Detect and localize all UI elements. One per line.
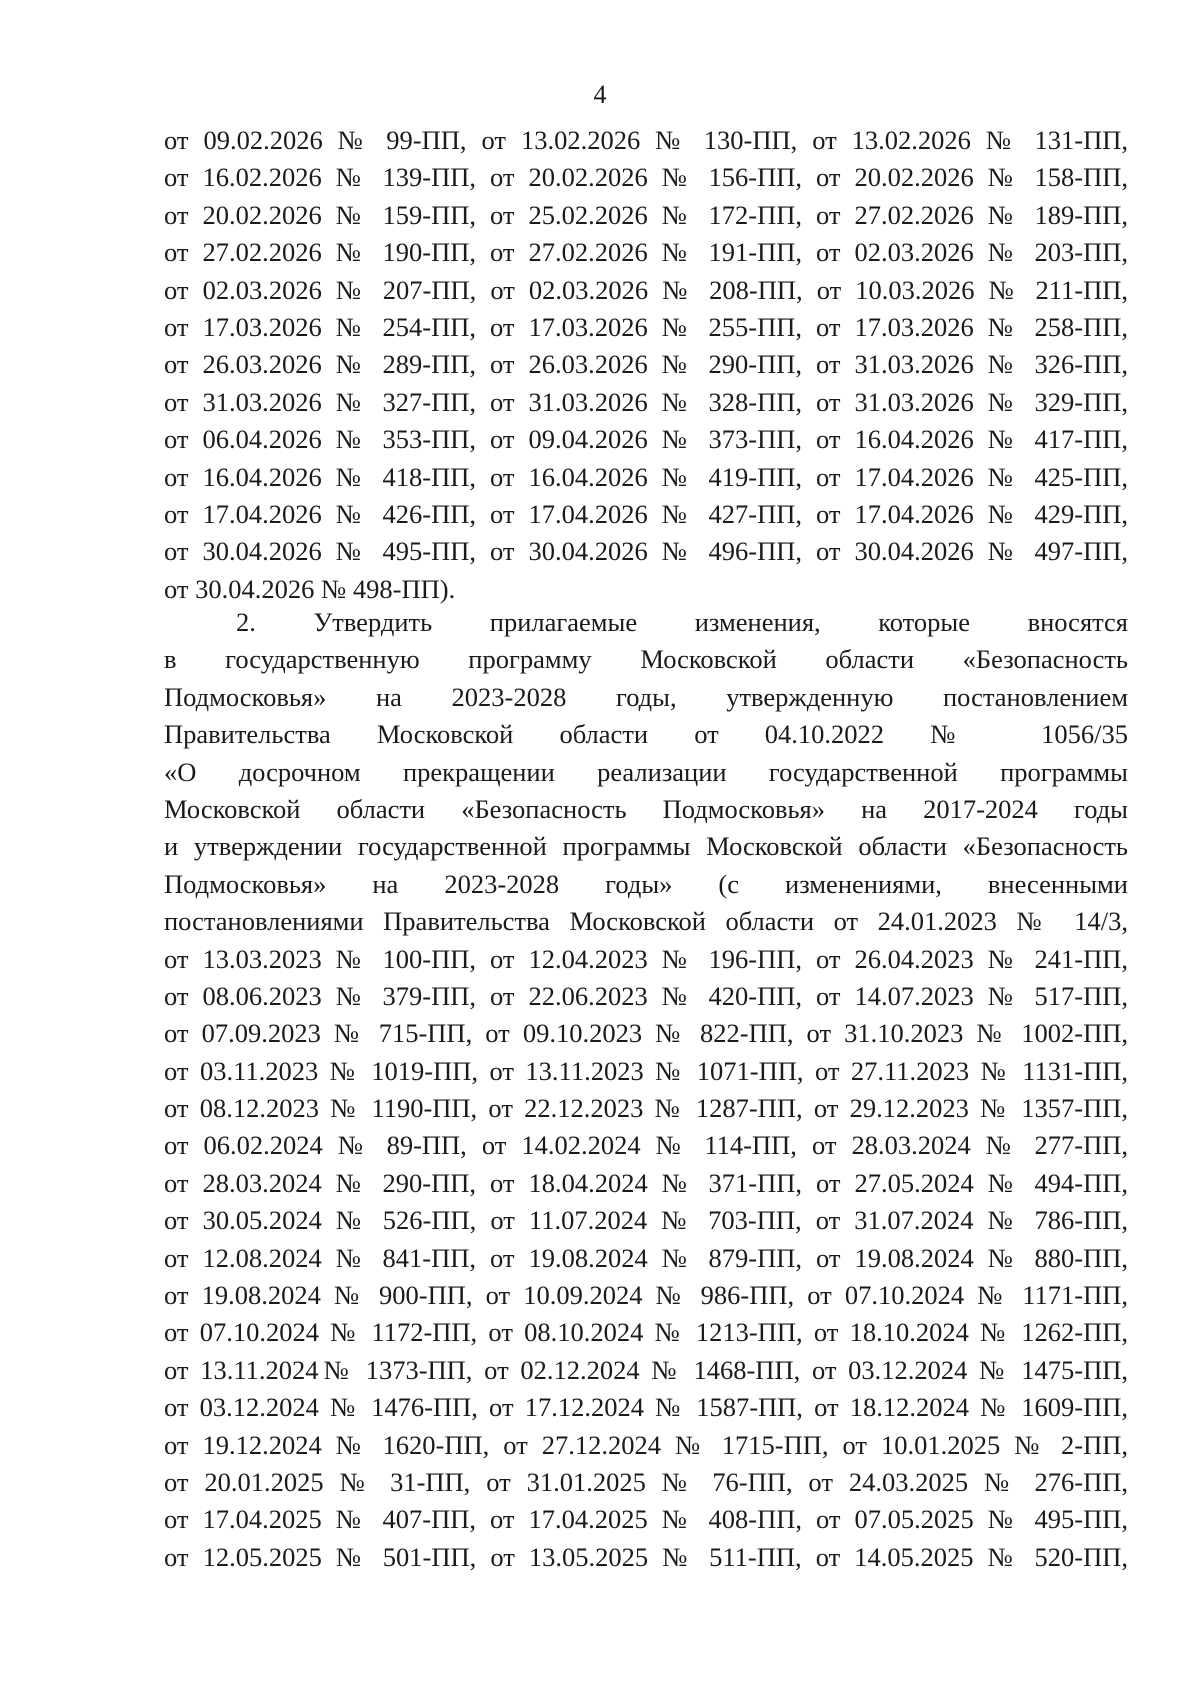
- paragraph-1: [164, 122, 1128, 608]
- text-line: от 19.12.2024 № 1620-ПП, от 27.12.2024 № 1715-ПП, от 10.01.2025 № 2-ПП,: [164, 1429, 1128, 1460]
- text-line: от 30.04.2026 № 495-ПП, от 30.04.2026 № 496-ПП, от 30.04.2026 № 497-ПП,: [164, 536, 1128, 567]
- text-line: от 06.04.2026 № 353-ПП, от 09.04.2026 № 373-ПП, от 16.04.2026 № 417-ПП,: [164, 424, 1128, 455]
- text-line: и утверждении государственной программы Московской области «Безопасность: [164, 831, 1128, 862]
- page-number: 4: [593, 80, 607, 109]
- text-line: от 26.03.2026 № 289-ПП, от 26.03.2026 № 290-ПП, от 31.03.2026 № 326-ПП,: [164, 349, 1128, 380]
- text-line: от 28.03.2024 № 290-ПП, от 18.04.2024 № 371-ПП, от 27.05.2024 № 494-ПП,: [164, 1167, 1128, 1198]
- text-line: от 17.04.2026 № 426-ПП, от 17.04.2026 № 427-ПП, от 17.04.2026 № 429-ПП,: [164, 498, 1128, 529]
- text-line: от 31.03.2026 № 327-ПП, от 31.03.2026 № 328-ПП, от 31.03.2026 № 329-ПП,: [164, 386, 1128, 417]
- text-line: от 07.10.2024 № 1172-ПП, от 08.10.2024 № 1213-ПП, от 18.10.2024 № 1262-ПП,: [164, 1317, 1128, 1348]
- text-line: от 20.01.2025 № 31-ПП, от 31.01.2025 № 76-ПП, от 24.03.2025 № 276-ПП,: [164, 1466, 1128, 1497]
- text-line: Подмосковья» на 2023-2028 годы, утвержденную постановлением: [164, 681, 1128, 712]
- paragraph-2: [164, 604, 1128, 1576]
- text-line: от 12.05.2025 № 501-ПП, от 13.05.2025 № 511-ПП, от 14.05.2025 № 520-ПП,: [164, 1541, 1128, 1572]
- text-line: от 13.03.2023 № 100-ПП, от 12.04.2023 № 196-ПП, от 26.04.2023 № 241-ПП,: [164, 943, 1128, 974]
- text-line: от 08.06.2023 № 379-ПП, от 22.06.2023 № 420-ПП, от 14.07.2023 № 517-ПП,: [164, 980, 1128, 1011]
- text-line: от 16.02.2026 № 139-ПП, от 20.02.2026 № 156-ПП, от 20.02.2026 № 158-ПП,: [164, 162, 1128, 193]
- text-line: от 17.04.2025 № 407-ПП, от 17.04.2025 № 408-ПП, от 07.05.2025 № 495-ПП,: [164, 1504, 1128, 1535]
- text-line: от 13.11.2024№ 1373-ПП, от 02.12.2024 № 1468-ПП, от 03.12.2024 № 1475-ПП,: [164, 1354, 1128, 1385]
- text-line: постановлениями Правительства Московской области от 24.01.2023 № 14/3,: [164, 906, 1128, 937]
- text-line: «О досрочном прекращении реализации государственной программы: [164, 756, 1128, 787]
- text-line: от 19.08.2024 № 900-ПП, от 10.09.2024 № 986-ПП, от 07.10.2024 № 1171-ПП,: [164, 1280, 1128, 1311]
- text-line: Подмосковья» на 2023-2028 годы» (с изменениями, внесенными: [164, 868, 1128, 899]
- text-line: от 17.03.2026 № 254-ПП, от 17.03.2026 № 255-ПП, от 17.03.2026 № 258-ПП,: [164, 311, 1128, 342]
- text-line: от 03.12.2024 № 1476-ПП, от 17.12.2024 № 1587-ПП, от 18.12.2024 № 1609-ПП,: [164, 1392, 1128, 1423]
- text-line: от 03.11.2023 № 1019-ПП, от 13.11.2023 № 1071-ПП, от 27.11.2023 № 1131-ПП,: [164, 1055, 1128, 1086]
- text-line: от 09.02.2026 № 99-ПП, от 13.02.2026 № 130-ПП, от 13.02.2026 № 131-ПП,: [164, 125, 1128, 155]
- text-line: в государственную программу Московской области «Безопасность: [164, 644, 1128, 675]
- text-line: от 30.05.2024 № 526-ПП, от 11.07.2024 № 703-ПП, от 31.07.2024 № 786-ПП,: [164, 1205, 1128, 1236]
- text-line: от 07.09.2023 № 715-ПП, от 09.10.2023 № 822-ПП, от 31.10.2023 № 1002-ПП,: [164, 1018, 1128, 1049]
- text-line: от 08.12.2023 № 1190-ПП, от 22.12.2023 № 1287-ПП, от 29.12.2023 № 1357-ПП,: [164, 1093, 1128, 1124]
- text-line: от 12.08.2024 № 841-ПП, от 19.08.2024 № 879-ПП, от 19.08.2024 № 880-ПП,: [164, 1242, 1128, 1273]
- text-line: Правительства Московской области от 04.10.2022 № 1056/35: [164, 719, 1128, 750]
- text-line: от 30.04.2026 № 498-ПП).: [164, 573, 456, 604]
- text-line: от 27.02.2026 № 190-ПП, от 27.02.2026 № 191-ПП, от 02.03.2026 № 203-ПП,: [164, 237, 1128, 268]
- text-line: от 06.02.2024 № 89-ПП, от 14.02.2024 № 114-ПП, от 28.03.2024 № 277-ПП,: [164, 1130, 1128, 1161]
- text-line: от 20.02.2026 № 159-ПП, от 25.02.2026 № 172-ПП, от 27.02.2026 № 189-ПП,: [164, 199, 1128, 230]
- text-line: от 02.03.2026 № 207-ПП, от 02.03.2026 № 208-ПП, от 10.03.2026 № 211-ПП,: [164, 274, 1128, 305]
- text-line: от 16.04.2026 № 418-ПП, от 16.04.2026 № 419-ПП, от 17.04.2026 № 425-ПП,: [164, 461, 1128, 492]
- text-line: Московской области «Безопасность Подмосковья» на 2017-2024 годы: [164, 793, 1128, 824]
- text-line: 2. Утвердить прилагаемые изменения, которые вносятся: [236, 607, 1128, 637]
